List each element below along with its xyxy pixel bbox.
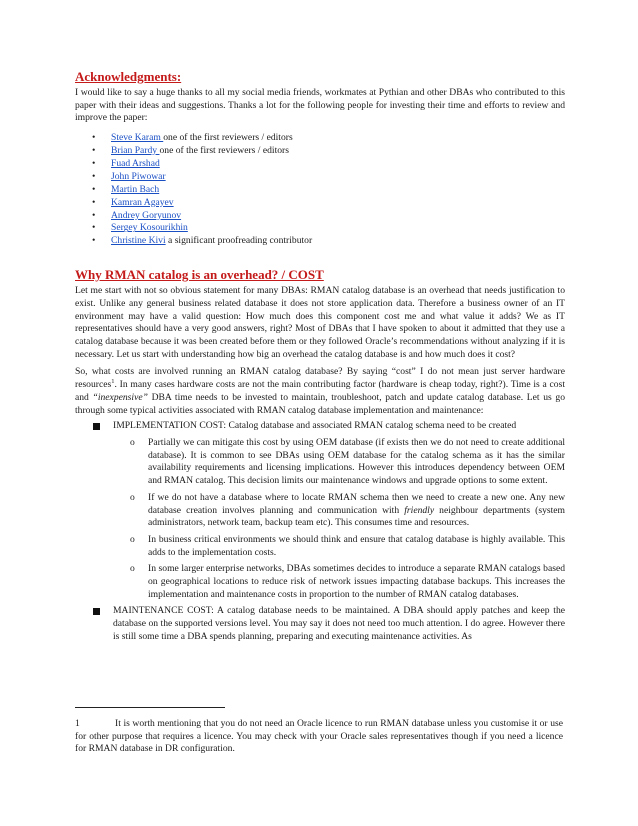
reviewer-link[interactable]: Martin Bach <box>111 183 160 195</box>
circle-bullet-icon: o <box>130 437 135 448</box>
bullet-icon: • <box>92 209 96 221</box>
acknowledgments-heading: Acknowledgments: <box>75 69 182 84</box>
bullet-icon: • <box>92 157 96 169</box>
bullet-icon: • <box>92 170 96 182</box>
list-item <box>75 210 565 223</box>
list-item <box>75 171 565 184</box>
cost-heading: Why RMAN catalog is an overhead? / COST <box>75 267 324 283</box>
maintenance-cost-text: MAINTENANCE COST: A catalog database needs to be maintained. A DBA should apply patches and keep the database on the supported versions level. You may say it does not need too much attention. I do agree. However there is still some time a DBA spends planning, preparing and executing maintenance activities. As <box>113 605 565 642</box>
bullet-icon: • <box>92 196 96 208</box>
footnote-text: It is worth mentioning that you do not need an Oracle licence to run RMAN database unless you customise it or use for other purpose that requires a licence. You may check with your Oracle sales representatives though if you need a licence for RMAN database in DR configuration. <box>75 718 563 755</box>
list-item: o Partially we can mitigate this cost by using OEM database (if exists then we do not need to create additional database). It is common to see DBAs using OEM database for the catalog schema as it has the similar availability requirements and licensing implications. However this introduces dependency between OEM and RMAN catalog. This decision limits our maintenance windows and upgrade options to some extent. <box>130 437 565 487</box>
list-item <box>75 158 565 171</box>
bullet-icon: • <box>92 132 96 144</box>
maintenance-cost-item <box>75 605 565 643</box>
list-item <box>75 145 565 158</box>
footnote-number: 1 <box>75 718 80 729</box>
list-item <box>75 222 565 235</box>
cost-paragraph-1: Let me start with not so obvious statement for many DBAs: RMAN catalog database is an overhead that needs justification to exist. Unlike any general business related database it does not store application data. Therefore a business owner of an IT environment may have a valid question: How much does this component cost me and what value it adds? We as IT representatives should have a very good answers, right? Most of DBAs that I have spoken to about it admitted that they use a catalog database because it was been created before them or they followed Oracle’s recommendations without analyzing if it is necessary. Let us start with understanding how big an overhead the catalog database is and how much does it cost? <box>75 285 565 360</box>
acknowledgments-intro: I would like to say a huge thanks to all my social media friends, workmates at Pythian and other DBAs who contributed to this paper with their ideas and suggestions. Thanks a lot for the following people for investing their time and efforts to review and improve the paper: <box>75 87 565 124</box>
implementation-cost-item <box>75 420 565 601</box>
list-item <box>75 132 565 145</box>
list-item <box>75 235 565 248</box>
bullet-icon: • <box>92 235 96 247</box>
bullet-icon: • <box>92 222 96 234</box>
cost-list <box>75 420 565 643</box>
reviewer-link[interactable]: Andrey Goryunov <box>111 209 182 221</box>
footnote-ref[interactable]: 1 <box>111 378 115 385</box>
bullet-icon: • <box>92 183 96 195</box>
list-item <box>75 197 565 210</box>
reviewer-link[interactable]: Christine Kivi <box>111 235 166 247</box>
reviewer-link[interactable]: Brian Pardy <box>111 145 160 157</box>
footnote <box>75 718 563 756</box>
bullet-icon: • <box>92 145 96 157</box>
list-item: o In business critical environments we should think and ensure that catalog database is highly available. This adds to the implementation costs. <box>130 533 565 558</box>
circle-bullet-icon: o <box>130 563 135 575</box>
reviewer-link[interactable]: Fuad Arshad <box>111 157 160 169</box>
reviewer-link[interactable]: John Piwowar <box>111 170 166 182</box>
list-item: o In some larger enterprise networks, DBAs sometimes decides to introduce a separate RMAN catalogs based on geographical locations to reduce risk of network issues impacting database backups. This increases the implementation and maintenance costs in proportion to the number of RMAN catalog databases. <box>130 563 565 600</box>
square-bullet-icon <box>93 423 100 430</box>
implementation-cost-text: IMPLEMENTATION COST: Catalog database and associated RMAN catalog schema need to be created <box>113 420 517 432</box>
circle-bullet-icon: o <box>130 491 135 503</box>
list-item <box>75 184 565 197</box>
reviewer-note: one of the first reviewers / editors <box>163 132 293 144</box>
reviewer-note: one of the first reviewers / editors <box>159 145 289 157</box>
circle-bullet-icon: o <box>130 533 135 545</box>
reviewer-link[interactable]: Kamran Agayev <box>111 196 174 208</box>
list-item: o If we do not have a database where to locate RMAN schema then we need to create a new one. Any new database creation involves planning and communication with friendly neighbour departments (system administrators, network team, backup team etc). This consumes time and resources. <box>130 491 566 529</box>
footnote-divider <box>75 707 225 708</box>
implementation-subitems <box>113 437 565 601</box>
square-bullet-icon <box>93 608 100 615</box>
page-content <box>75 69 565 644</box>
reviewer-note: a significant proofreading contributor <box>165 235 313 247</box>
reviewer-list <box>75 132 565 248</box>
reviewer-link[interactable]: Sergey Kosourikhin <box>111 222 188 234</box>
cost-paragraph-2: So, what costs are involved running an RMAN catalog database? By saying “cost” I do not mean just server hardware resources$^1$. In many cases hardware costs are not the main contributing factor (hardware is cheap today, right?). Time is a cost and “inexpensive” DBA time needs to be invested to maintain, troubleshoot, patch and update catalog database. Let us go through some typical activities associated with RMAN catalog database implementation and maintenance: <box>75 366 565 416</box>
reviewer-link[interactable]: Steve Karam <box>111 132 164 144</box>
